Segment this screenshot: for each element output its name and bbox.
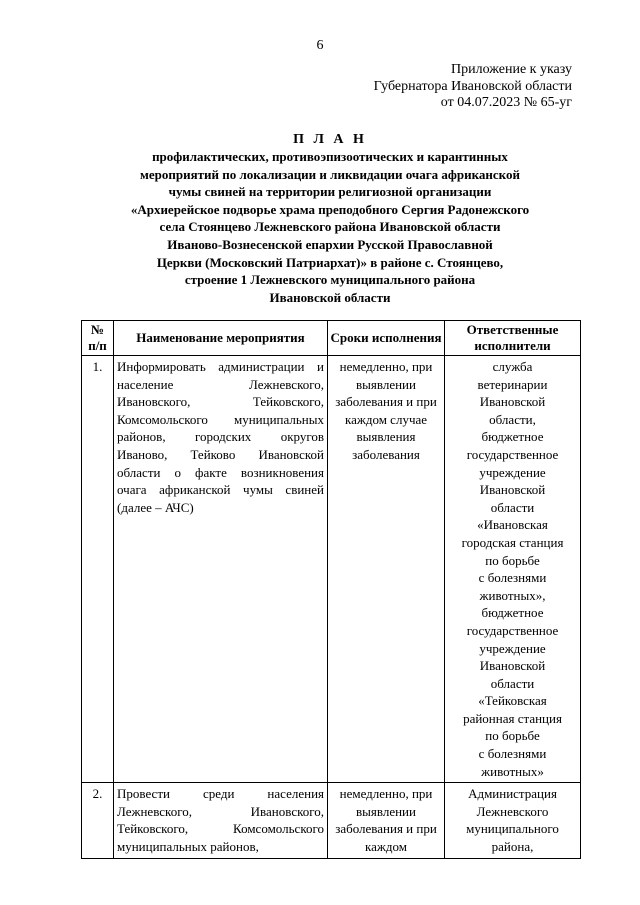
responsible-line: муниципального — [466, 821, 559, 837]
row-terms: немедленно, при выявлении заболевания и при каждом — [328, 783, 445, 858]
page-number: 6 — [316, 38, 324, 53]
responsible-line: учреждение — [479, 640, 546, 656]
row-responsible — [445, 356, 581, 783]
responsible-line: государственное — [466, 446, 559, 462]
responsible-line: ветеринарии — [477, 376, 548, 392]
appendix-line: Приложение к указу — [451, 62, 572, 77]
responsible-line: служба — [492, 359, 533, 374]
responsible-line: по борьбе — [485, 728, 540, 744]
subtitle-line: села Стоянцево Лежневского района Ивановской области — [159, 219, 501, 235]
row-responsible — [445, 783, 581, 858]
appendix-line: от 04.07.2023 № 65-уг — [440, 95, 572, 110]
subtitle-line: мероприятий по локализации и ликвидации очага африканской — [140, 166, 520, 182]
responsible-line: животных» — [481, 763, 544, 779]
row-name: Провести среди населения Лежневского, Ивановского, Тейковского, Комсомольского муниципальных районов, — [114, 783, 328, 858]
responsible-line: Ивановской — [479, 482, 546, 498]
responsible-line: бюджетное — [481, 429, 544, 445]
responsible-line: области — [490, 499, 535, 515]
row-terms: немедленно, при выявлении заболевания и при каждом случае выявления заболевания — [328, 356, 445, 783]
responsible-line: Ивановской — [479, 394, 546, 410]
responsible-line: районная станция — [463, 710, 562, 726]
responsible-line: учреждение — [479, 464, 546, 480]
appendix-block — [252, 62, 572, 112]
row-name: Информировать администрации и население Лежневского, Ивановского, Тейковского, Комсомольского муниципальных районов, городских округов Иваново, Тейково Ивановской области о факте возникновения очага африканской чумы свиней (далее – АЧС) — [114, 356, 328, 783]
row-num: 2. — [82, 783, 114, 858]
row-num: 1. — [82, 356, 114, 783]
subtitle-line: профилактических, противоэпизоотических и карантинных — [152, 149, 508, 164]
responsible-line: Администрация — [468, 786, 557, 802]
document-title: П Л А Н — [293, 132, 367, 147]
subtitle-line: Церкви (Московский Патриархат)» в районе с. Стоянцево, — [156, 254, 504, 270]
responsible-line: с болезнями — [478, 746, 547, 762]
subtitle-line: Иваново-Вознесенской епархии Русской Православной — [167, 236, 493, 252]
responsible-line: бюджетное — [481, 605, 544, 621]
header-terms: Сроки исполнения — [328, 321, 445, 356]
responsible-line: Лежневского — [476, 803, 549, 819]
responsible-line: по борьбе — [485, 552, 540, 568]
table-row — [82, 783, 581, 858]
appendix-line: Губернатора Ивановской области — [373, 78, 572, 94]
responsible-line: области, — [489, 411, 536, 427]
plan-table — [81, 320, 581, 859]
responsible-line: с болезнями — [478, 570, 547, 586]
header-name: Наименование мероприятия — [114, 321, 328, 356]
responsible-line: «Тейковская — [478, 693, 547, 709]
table-header-row — [82, 321, 581, 356]
responsible-line: «Ивановская — [477, 517, 548, 533]
header-responsible: Ответственные исполнители — [445, 321, 581, 356]
responsible-line: района, — [491, 839, 534, 855]
subtitle-line: чумы свиней на территории религиозной организации — [168, 184, 492, 200]
responsible-line: области — [490, 675, 535, 691]
responsible-line: государственное — [466, 622, 559, 638]
header-num: № п/п — [82, 321, 114, 356]
subtitle-line: Ивановской области — [269, 289, 391, 305]
table-row — [82, 356, 581, 783]
responsible-line: Ивановской — [479, 658, 546, 674]
subtitle-line: строение 1 Лежневского муниципального района — [184, 272, 476, 288]
subtitle-line: «Архиерейское подворье храма преподобного Сергия Радонежского — [130, 201, 530, 217]
document-subtitle — [60, 148, 600, 306]
responsible-line: животных», — [479, 587, 546, 603]
responsible-line: городская станция — [461, 534, 564, 550]
